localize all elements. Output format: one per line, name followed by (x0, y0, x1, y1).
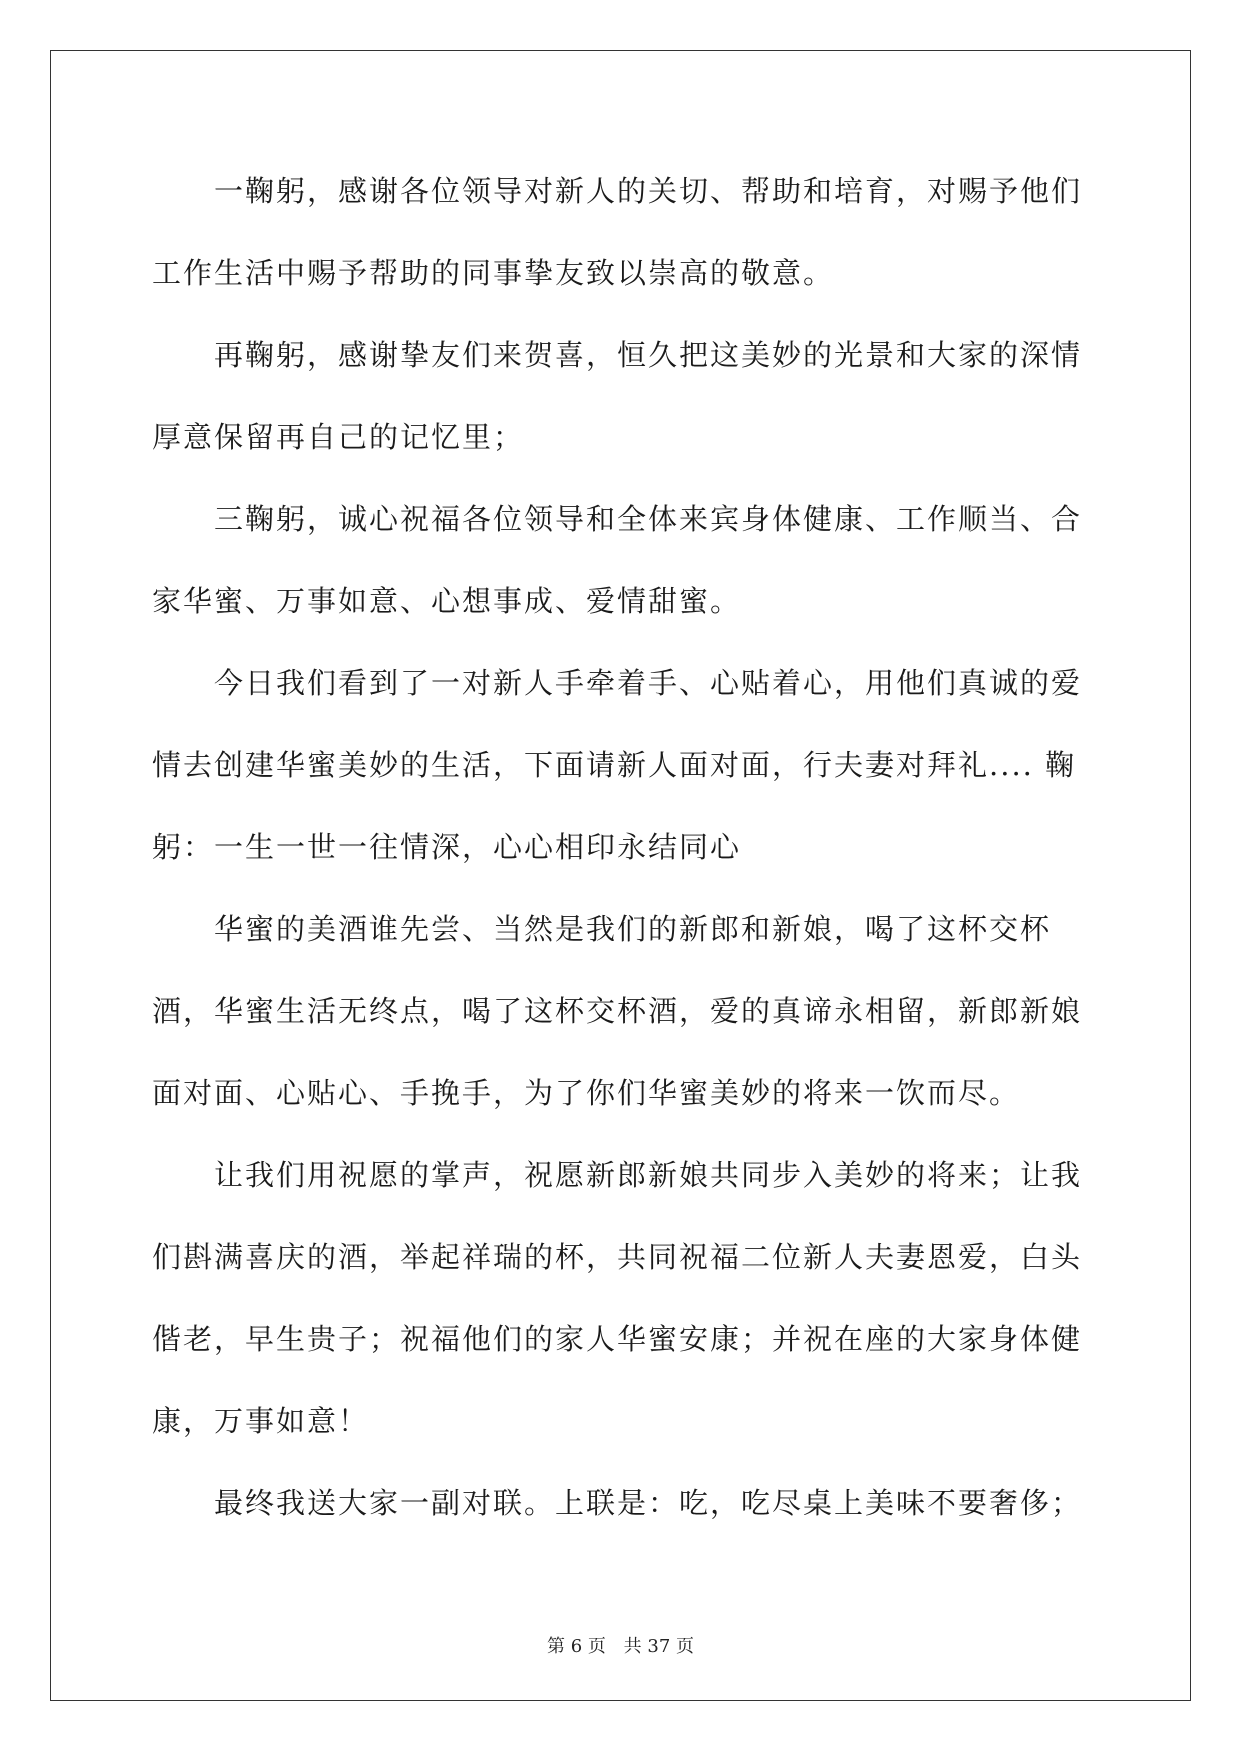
paragraph-1: 一鞠躬，感谢各位领导对新人的关切、帮助和培育，对赐予他们工作生活中赐予帮助的同事挚友致以崇高的敬意。 (152, 174, 1083, 290)
paragraph-7: 最终我送大家一副对联。上联是：吃，吃尽桌上美味不要奢侈； (214, 1486, 1083, 1520)
document-body (152, 150, 1112, 1544)
paragraph-3: 三鞠躬，诚心祝福各位领导和全体来宾身体健康、工作顺当、合家华蜜、万事如意、心想事成、爱情甜蜜。 (152, 502, 1083, 618)
paragraph-4: 今日我们看到了一对新人手牵着手、心贴着心，用他们真诚的爱情去创建华蜜美妙的生活，下面请新人面对面，行夫妻对拜礼.... 鞠躬：一生一世一往情深，心心相印永结同心 (152, 666, 1083, 864)
page-footer (0, 1632, 1241, 1658)
page-total: 共 37 页 (623, 1636, 694, 1657)
paragraph-6: 让我们用祝愿的掌声，祝愿新郎新娘共同步入美妙的将来；让我们斟满喜庆的酒，举起祥瑞的杯，共同祝福二位新人夫妻恩爱，白头偕老，早生贵子；祝福他们的家人华蜜安康；并祝在座的大家身体健康，万事如意！ (152, 1158, 1083, 1438)
paragraph-5: 华蜜的美酒谁先尝、当然是我们的新郎和新娘，喝了这杯交杯酒，华蜜生活无终点，喝了这杯交杯酒，爱的真谛永相留，新郎新娘面对面、心贴心、手挽手，为了你们华蜜美妙的将来一饮而尽。 (152, 912, 1083, 1110)
paragraph-2: 再鞠躬，感谢挚友们来贺喜，恒久把这美妙的光景和大家的深情厚意保留再自己的记忆里； (152, 338, 1083, 454)
page-number: 第 6 页 (547, 1636, 606, 1657)
